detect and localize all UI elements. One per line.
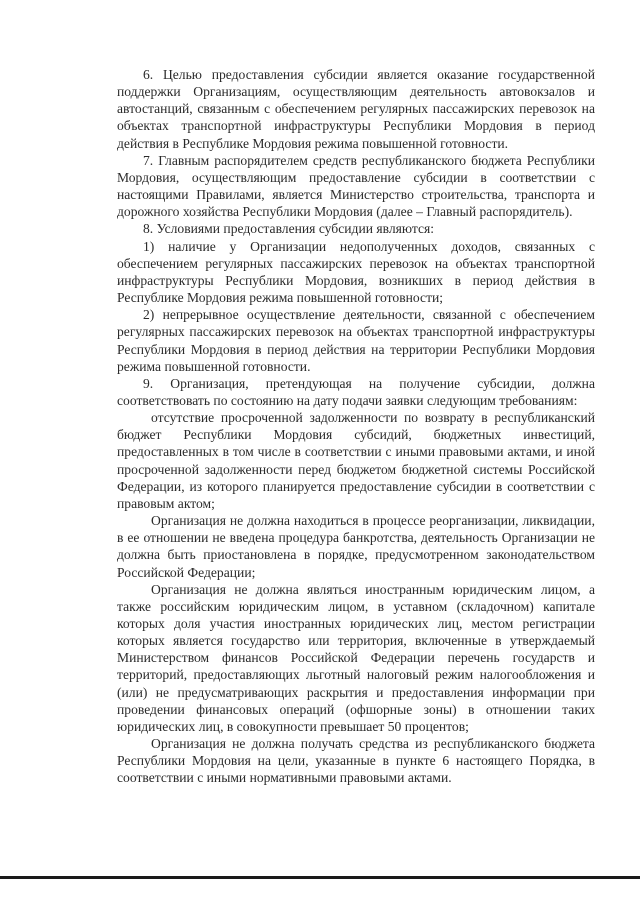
page-bottom-rule: [0, 876, 640, 879]
condition-item-1: 1) наличие у Организации недополученных доходов, связанных с обеспечением регулярных пассажирских перевозок на объектах транспортной инфраструктуры Республики Мордовия, возникших в период действия в Республике Мордовия режима повышенной готовности;: [117, 238, 595, 306]
requirement-no-other-funds: Организация не должна получать средства из республиканского бюджета Республики Мордовия на цели, указанные в пункте 6 настоящего Порядка, в соответствии с иными нормативными правовыми актами.: [117, 736, 595, 786]
paragraph-9-requirements: 9. Организация, претендующая на получение субсидии, должна соответствовать по состоянию на дату подачи заявки следующим требованиям:: [117, 375, 595, 408]
paragraph-8-conditions: 8. Условиями предоставления субсидии являются:: [143, 221, 435, 237]
requirement-no-debt: отсутствие просроченной задолженности по возврату в республиканский бюджет Республики Мордовия субсидий, бюджетных инвестиций, предоставленных в том числе в соответствии с иными правовыми актами, и иной просроченной задолженности перед бюджетом бюджетной системы Российской Федерации, из которого планируется предоставление субсидии в соответствии с правовым актом;: [117, 410, 595, 511]
condition-item-2: 2) непрерывное осуществление деятельности, связанной с обеспечением регулярных пассажирских перевозок на объектах транспортной инфраструктуры Республики Мордовия в период действия на территории Республики Мордовия режима повышенной готовности.: [117, 307, 595, 374]
paragraph-6-purpose: 6. Целью предоставления субсидии является оказание государственной поддержки Организациям, осуществляющим деятельность автовокзалов и автостанций, связанным с обеспечением регулярных пассажирских перевозок на объектах транспортной инфраструктуры Республики Мордовия в период действия в Республике Мордовия режима повышенной готовности.: [117, 67, 595, 151]
requirement-no-reorganization: Организация не должна находиться в процессе реорганизации, ликвидации, в ее отношении не введена процедура банкротства, деятельность Организации не должна быть приостановлена в порядке, предусмотренном законодательством Российской Федерации;: [117, 513, 595, 580]
document-page: [117, 66, 595, 787]
requirement-not-foreign: Организация не должна являться иностранным юридическим лицом, а также российским юридическим лицом, в уставном (складочном) капитале которых доля участия иностранных юридических лиц, местом регистрации которых является государство или территория, включенные в утверждаемый Министерством финансов Российской Федерации перечень государств и территорий, предоставляющих льготный налоговый режим налогообложения и (или) не предусматривающих раскрытия и предоставления информации при проведении финансовых операций (офшорные зоны) в отношении таких юридических лиц, в совокупности превышает 50 процентов;: [117, 581, 595, 734]
paragraph-7-main-manager: 7. Главным распорядителем средств республиканского бюджета Республики Мордовия, осуществляющим предоставление субсидии в соответствии с настоящими Правилами, является Министерство строительства, транспорта и дорожного хозяйства Республики Мордовия (далее – Главный распорядитель).: [117, 152, 595, 220]
